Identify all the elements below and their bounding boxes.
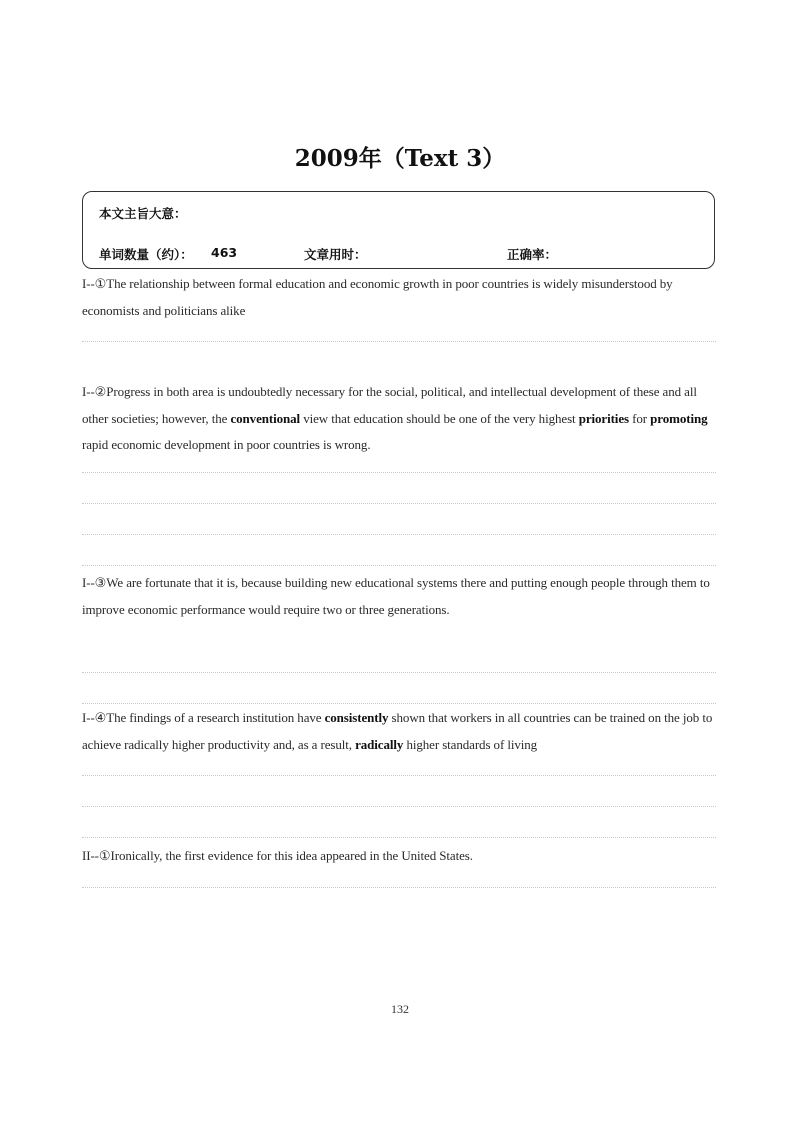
info-box	[82, 191, 715, 269]
answer-line	[82, 672, 716, 673]
answer-line	[82, 837, 716, 838]
paragraph-marker: I--④	[82, 710, 107, 725]
paragraph-text: rapid economic development in poor countries is wrong.	[82, 437, 371, 452]
answer-line	[82, 341, 716, 342]
word-count-value: 463	[211, 245, 238, 260]
paragraph-marker: I--③	[82, 575, 107, 590]
paragraph-5	[82, 843, 722, 870]
paragraph-text: for	[628, 410, 651, 426]
paragraph-text: We are fortunate that it is, because building new educational systems there and putting enough people through them to improve economic performance would require two or three generations.	[82, 575, 710, 617]
bold-keyword: promoting	[650, 410, 708, 426]
paragraph-marker: I--①	[82, 276, 107, 291]
answer-line	[82, 703, 716, 704]
time-label: 文章用时：	[304, 247, 367, 262]
word-count-label: 单词数量（约）：	[99, 247, 193, 262]
bold-keyword: conventional	[230, 410, 301, 426]
paragraph-2	[82, 379, 722, 459]
bold-keyword: consistently	[324, 710, 389, 725]
paragraph-text: view that education should be one of the very highest	[300, 410, 579, 426]
answer-line	[82, 806, 716, 807]
answer-line	[82, 472, 716, 473]
paragraph-marker: I--②	[82, 384, 107, 399]
paragraph-3	[82, 570, 722, 623]
paragraph-1	[82, 271, 722, 324]
main-idea-label: 本文主旨大意：	[99, 206, 187, 221]
answer-line	[82, 503, 716, 504]
paragraph-text: higher standards of living	[403, 736, 538, 752]
answer-line	[82, 534, 716, 535]
paragraph-text: The findings of a research institution have	[106, 710, 325, 725]
paragraph-text: shown that workers in all countries can be trained on the job to achieve radically higher productivity and, as a result,	[82, 710, 713, 752]
paragraph-text: Ironically, the first evidence for this idea appeared in the United States.	[110, 848, 473, 863]
answer-line	[82, 565, 716, 566]
page-number: 132	[391, 1002, 409, 1016]
accuracy-label: 正确率：	[507, 247, 558, 262]
paragraph-marker: II--①	[82, 848, 111, 863]
bold-keyword: radically	[355, 736, 404, 752]
page-title: 2009年（Text 3）	[294, 145, 506, 172]
paragraph-text: Progress in both area is undoubtedly necessary for the social, political, and intellectual development of these and all other societies; however, the	[82, 384, 697, 426]
bold-keyword: priorities	[578, 410, 629, 426]
paragraph-text: The relationship between formal education and economic growth in poor countries is widely misunderstood by economists and politicians alike	[82, 276, 673, 318]
answer-line	[82, 775, 716, 776]
paragraph-4	[82, 705, 722, 758]
answer-line	[82, 887, 716, 888]
